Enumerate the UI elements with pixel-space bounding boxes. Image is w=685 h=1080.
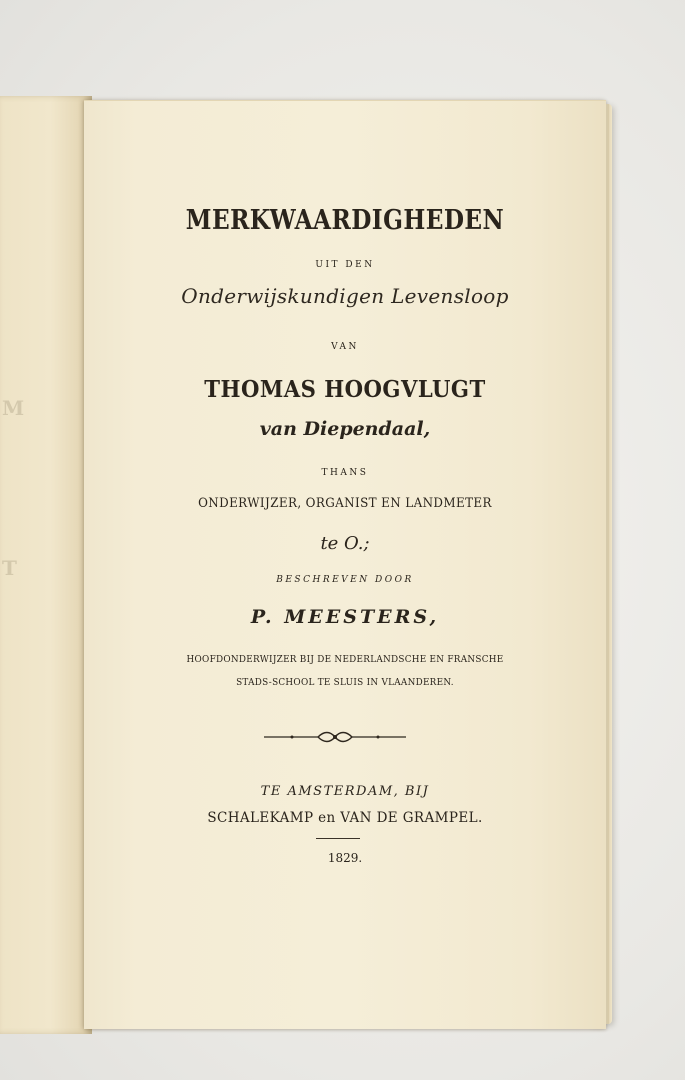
imprint-rule (316, 838, 360, 839)
book-title: MERKWAARDIGHEDEN (185, 205, 505, 236)
publisher: SCHALEKAMP en VAN DE GRAMPEL. (207, 810, 483, 826)
title-connector: UIT DEN (315, 260, 375, 270)
publication-year: 1829. (327, 851, 363, 865)
left-page (0, 96, 92, 1034)
title-subject: Onderwijskundigen Levensloop (181, 284, 509, 308)
title-page (84, 100, 606, 1029)
subject-name: THOMAS HOOGVLUGT (204, 376, 486, 403)
described-by-label: BESCHREVEN DOOR (276, 575, 414, 585)
bleed-through-mark: T (2, 556, 17, 580)
printer-ornament-icon (262, 730, 408, 744)
subject-place: van Diependaal, (259, 418, 431, 440)
bleed-through-mark: M (2, 396, 25, 420)
title-van: VAN (331, 342, 359, 352)
thans-label: THANS (321, 468, 369, 478)
subject-location: te O.; (320, 533, 370, 554)
author-name: P. MEESTERS, (250, 606, 440, 628)
subject-occupation: ONDERWIJZER, ORGANIST EN LANDMETER (198, 496, 492, 511)
imprint-city: TE AMSTERDAM, BIJ (260, 784, 430, 799)
author-role-line1: HOOFDONDERWIJZER BIJ DE NEDERLANDSCHE EN FRANSCHE (186, 654, 504, 665)
author-role-line2: STADS-SCHOOL TE SLUIS IN VLAANDEREN. (236, 677, 454, 688)
